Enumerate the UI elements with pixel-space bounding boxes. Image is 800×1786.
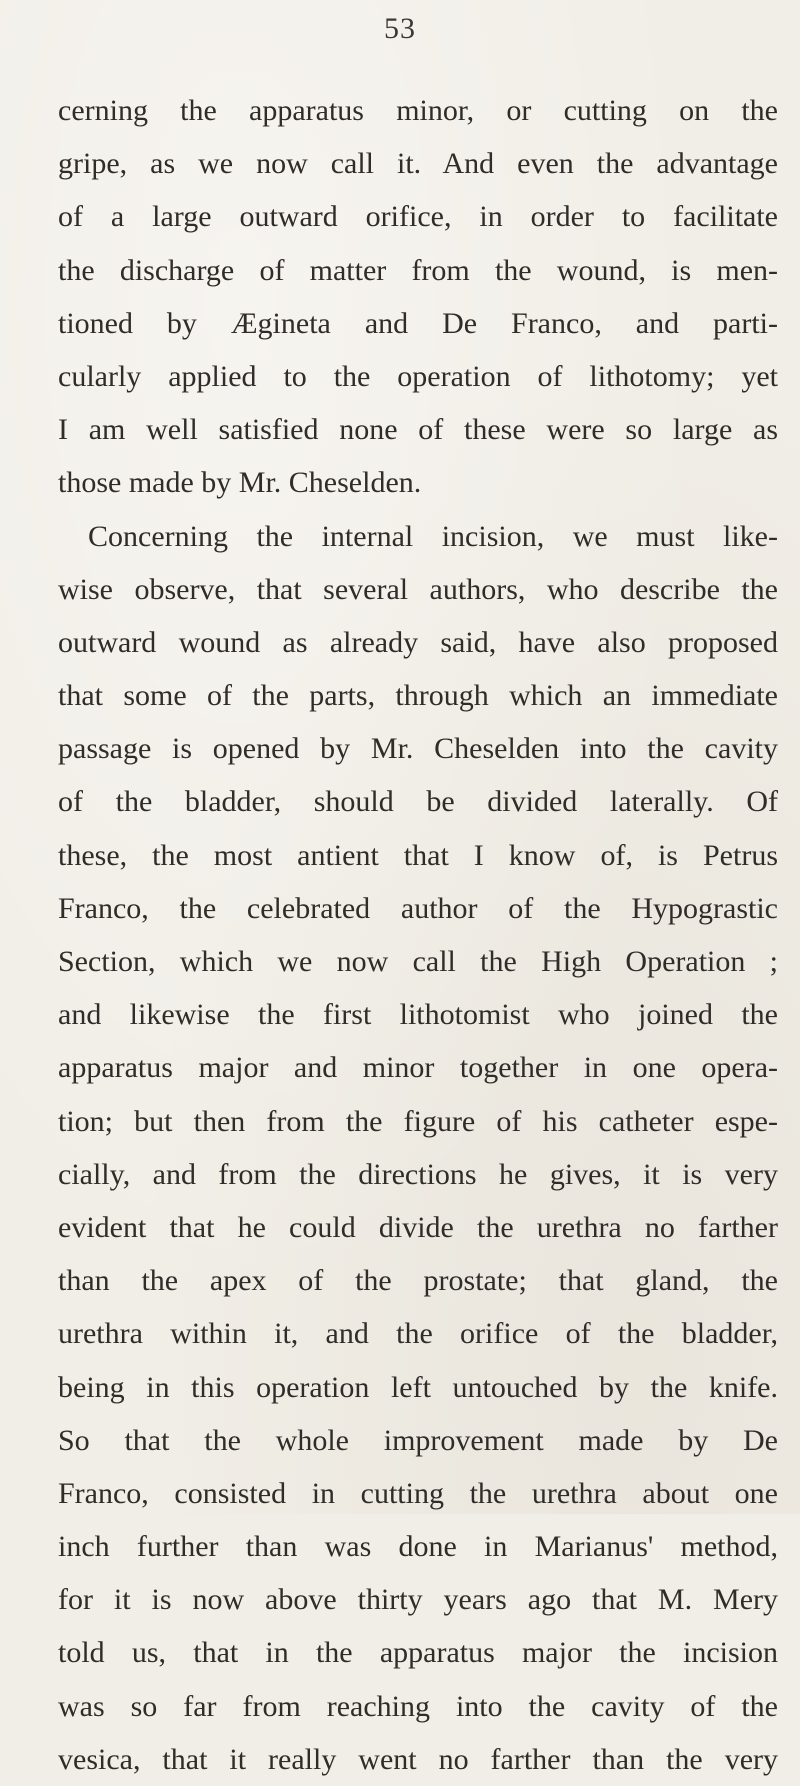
text-line: being in this operation left untouched by the knife. xyxy=(58,1370,778,1404)
text-line: Franco, consisted in cutting the urethra about one xyxy=(58,1476,778,1510)
text-line: Franco, the celebrated author of the Hypograstic xyxy=(58,891,778,925)
text-line: cularly applied to the operation of lithotomy; yet xyxy=(58,359,778,393)
page-number: 53 xyxy=(384,12,416,45)
text-line: of a large outward orifice, in order to facilitate xyxy=(58,200,778,234)
text-line: gripe, as we now call it. And even the advantage xyxy=(58,147,778,181)
text-line: passage is opened by Mr. Cheselden into the cavity xyxy=(58,732,778,766)
text-line: than the apex of the prostate; that gland, the xyxy=(58,1264,778,1298)
text-line: and likewise the first lithotomist who joined the xyxy=(58,998,778,1032)
text-line: inch further than was done in Marianus' method, xyxy=(58,1530,778,1564)
text-line: cially, and from the directions he gives, it is very xyxy=(58,1157,778,1191)
text-line: outward wound as already said, have also proposed xyxy=(58,625,778,659)
text-line: those made by Mr. Cheselden. xyxy=(58,466,422,500)
text-line: that some of the parts, through which an immediate xyxy=(58,679,778,713)
text-line: told us, that in the apparatus major the incision xyxy=(58,1636,778,1670)
text-line: Concerning the internal incision, we must like- xyxy=(88,519,778,553)
text-line: was so far from reaching into the cavity of the xyxy=(58,1689,778,1723)
text-line: apparatus major and minor together in one opera- xyxy=(58,1051,778,1085)
text-line: these, the most antient that I know of, is Petrus xyxy=(58,838,778,872)
text-line: So that the whole improvement made by De xyxy=(58,1423,778,1457)
text-line: wise observe, that several authors, who describe the xyxy=(58,572,778,606)
text-line: Section, which we now call the High Operation ; xyxy=(58,945,778,978)
text-line: for it is now above thirty years ago that M. Mery xyxy=(58,1583,778,1617)
text-line: urethra within it, and the orifice of the bladder, xyxy=(58,1317,778,1351)
text-line: the discharge of matter from the wound, is men- xyxy=(58,253,778,287)
body-text xyxy=(58,84,778,1786)
text-line: evident that he could divide the urethra no farther xyxy=(58,1210,778,1244)
text-line: cerning the apparatus minor, or cutting on the xyxy=(58,94,778,127)
text-line: of the bladder, should be divided laterally. Of xyxy=(58,785,778,819)
text-line: vesica, that it really went no farther than the very xyxy=(58,1742,778,1776)
text-line: tion; but then from the figure of his catheter espe- xyxy=(58,1104,778,1138)
text-line: tioned by Ægineta and De Franco, and parti- xyxy=(58,306,778,340)
text-line: I am well satisfied none of these were so large as xyxy=(58,413,778,447)
